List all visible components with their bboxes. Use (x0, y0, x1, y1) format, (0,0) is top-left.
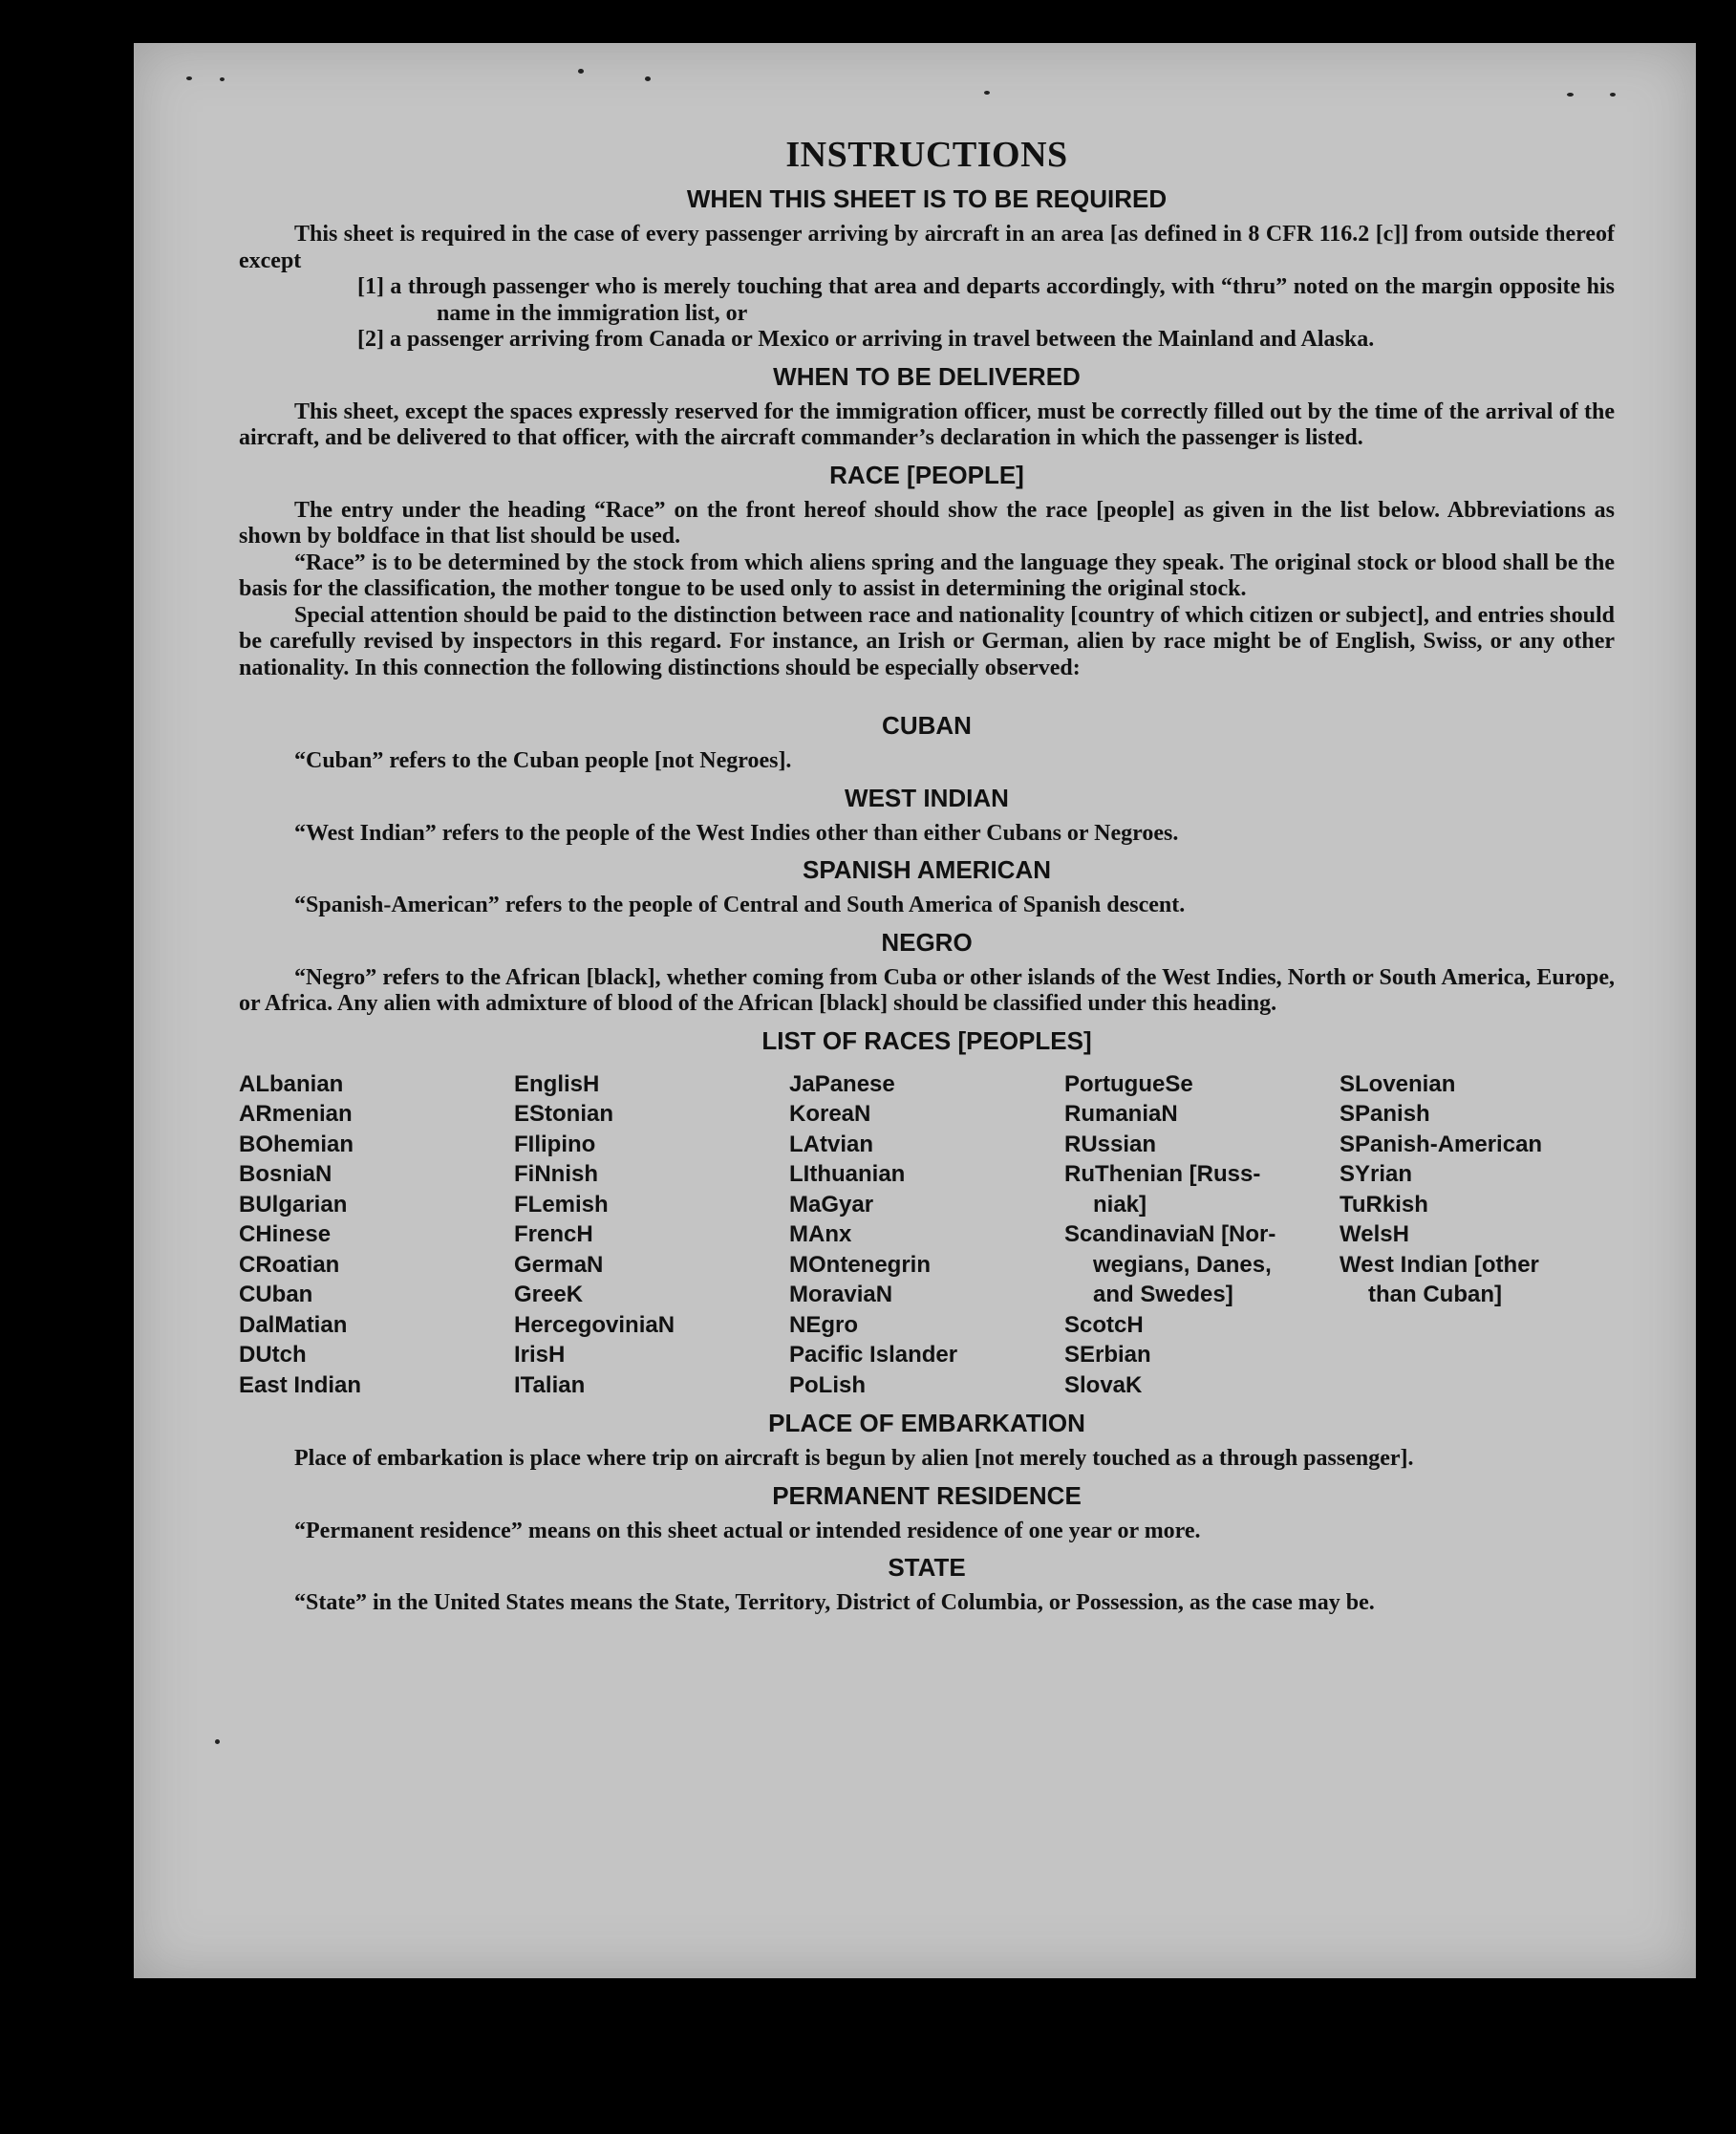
race-list-column (239, 1069, 514, 1401)
race-list-item: IrisH (514, 1342, 566, 1368)
heading-list-of-races: LIST OF RACES [PEOPLES] (761, 1025, 1092, 1055)
heading-cuban: CUBAN (882, 711, 972, 740)
race-list-item: EnglisH (514, 1070, 600, 1097)
west-indian-text: “West Indian” refers to the people of the West Indies other than either Cubans or Negroes. (294, 820, 1179, 846)
race-list-item: DalMatian (239, 1311, 348, 1338)
race-list-item: KoreaN (789, 1101, 871, 1127)
race-list-item: SYrian (1340, 1161, 1413, 1187)
race-list-item: TuRkish (1340, 1191, 1428, 1218)
sheet-content (239, 134, 1615, 1617)
race-list-item: FIlipino (514, 1131, 596, 1157)
race-list-item: RuThenian [Russ- (1064, 1161, 1261, 1187)
race-paragraph-2: “Race” is to be determined by the stock from which aliens spring and the language they speak. The original stock or blood shall be the basis for the classification, the mother tongue to be used only to assist in determining the original stock. (239, 550, 1615, 601)
race-list-column (789, 1069, 1064, 1401)
race-list-item: GreeK (514, 1282, 584, 1307)
embarkation-text: Place of embarkation is place where trip on aircraft is begun by alien [not merely touched as a through passenger]. (294, 1446, 1414, 1471)
race-list-item: wegians, Danes, (1093, 1251, 1272, 1278)
race-list-item: ALbanian (239, 1070, 344, 1097)
scan-speck (984, 91, 990, 95)
race-list-item: LAtvian (789, 1131, 874, 1157)
race-list-column (1340, 1069, 1615, 1401)
heading-when-required: WHEN THIS SHEET IS TO BE REQUIRED (686, 184, 1168, 213)
race-list-item: JaPanese (789, 1070, 895, 1097)
heading-state: STATE (888, 1553, 966, 1582)
race-paragraph-1: The entry under the heading “Race” on the front hereof should show the race [people] as given in the list below. Abbreviations as shown by boldface in that list should be used. (239, 497, 1615, 549)
race-list-item: SlovaK (1064, 1371, 1143, 1398)
race-list-item: Pacific Islander (789, 1342, 958, 1368)
heading-negro: NEGRO (881, 927, 973, 957)
state-text: “State” in the United States means the State, Territory, District of Columbia, or Possession, as the case may be. (294, 1590, 1375, 1615)
scan-speck (220, 77, 225, 81)
race-list-item: MoraviaN (789, 1282, 893, 1307)
heading-spanish-american: SPANISH AMERICAN (802, 855, 1051, 884)
race-list-item: MAnx (789, 1221, 852, 1247)
race-list-item: SPanish-American (1340, 1131, 1543, 1157)
race-list-item: MOntenegrin (789, 1251, 931, 1278)
race-paragraph-3: Special attention should be paid to the distinction between race and nationality [country of which citizen or subject], and entries should be carefully revised by inspectors in this regard. For instance, an Irish or German, alien by race might be of English, Swiss, or any other nationality. In this connection the following distinctions should be especially observed: (239, 602, 1615, 680)
race-list-item: East Indian (239, 1371, 362, 1398)
race-list-item: DUtch (239, 1342, 307, 1368)
race-list-item: HercegoviniaN (514, 1311, 675, 1338)
race-list-item: BosniaN (239, 1161, 332, 1187)
heading-permanent-residence: PERMANENT RESIDENCE (772, 1480, 1082, 1510)
race-list-item: GermaN (514, 1251, 604, 1278)
scan-speck (215, 1739, 220, 1744)
race-list-item: BOhemian (239, 1131, 354, 1157)
race-list-item: West Indian [other (1340, 1251, 1539, 1278)
race-list-item: ARmenian (239, 1101, 353, 1127)
race-list-item: EStonian (514, 1101, 614, 1127)
race-list-item: and Swedes] (1093, 1282, 1233, 1307)
race-list-item: BUlgarian (239, 1191, 348, 1218)
race-list-item: PoLish (789, 1371, 867, 1398)
race-list-item: ITalian (514, 1371, 586, 1398)
race-list-item: ScandinaviaN [Nor- (1064, 1221, 1276, 1247)
race-list-item: niak] (1093, 1191, 1147, 1218)
heading-when-delivered: WHEN TO BE DELIVERED (773, 361, 1081, 391)
race-list-column (1064, 1069, 1340, 1401)
scan-speck (1610, 93, 1616, 97)
scan-speck (186, 76, 192, 80)
race-list (239, 1069, 1615, 1401)
race-list-item: ScotcH (1064, 1311, 1144, 1338)
race-list-item: LIthuanian (789, 1161, 906, 1187)
required-item-2: [2] a passenger arriving from Canada or Mexico or arriving in travel between the Mainland and Alaska. (357, 327, 1375, 352)
scan-speck (645, 76, 651, 81)
page-title: INSTRUCTIONS (785, 135, 1068, 175)
scan-speck (1567, 93, 1574, 97)
race-list-item: CRoatian (239, 1251, 340, 1278)
race-list-item: FrencH (514, 1221, 593, 1247)
race-list-item: RUssian (1064, 1131, 1157, 1157)
instruction-sheet (134, 43, 1696, 1978)
race-list-item: CUban (239, 1282, 313, 1307)
race-list-item: FiNnish (514, 1161, 598, 1187)
cuban-text: “Cuban” refers to the Cuban people [not Negroes]. (294, 748, 792, 773)
residence-text: “Permanent residence” means on this sheet actual or intended residence of one year or more. (294, 1518, 1201, 1543)
race-list-item: SErbian (1064, 1342, 1151, 1368)
scan-speck (578, 69, 584, 74)
negro-text: “Negro” refers to the African [black], whether coming from Cuba or other islands of the West Indies, North or South America, Europe, or Africa. Any alien with admixture of blood of the African [black] should be classified under this heading. (239, 964, 1615, 1016)
required-intro: This sheet is required in the case of every passenger arriving by aircraft in an area [as defined in 8 CFR 116.2 [c]] from outside thereof except (239, 222, 1615, 273)
heading-race: RACE [PEOPLE] (829, 460, 1024, 489)
spanish-american-text: “Spanish-American” refers to the people of Central and South America of Spanish descent. (294, 893, 1186, 917)
race-list-item: FLemish (514, 1191, 609, 1218)
race-list-item: SPanish (1340, 1101, 1430, 1127)
delivered-text: This sheet, except the spaces expressly reserved for the immigration officer, must be correctly filled out by the time of the arrival of the aircraft, and be delivered to that officer, with the aircraft commander’s declaration in which the passenger is listed. (239, 399, 1615, 450)
race-list-item: MaGyar (789, 1191, 874, 1218)
heading-place-of-embarkation: PLACE OF EMBARKATION (768, 1409, 1085, 1437)
race-list-item: RumaniaN (1064, 1101, 1178, 1127)
race-list-item: NEgro (789, 1311, 858, 1338)
race-list-item: CHinese (239, 1221, 332, 1247)
required-item-1: [1] a through passenger who is merely touching that area and departs accordingly, with “thru” noted on the margin opposite his name in the immigration list, or (357, 274, 1615, 326)
race-list-column (514, 1069, 789, 1401)
heading-west-indian: WEST INDIAN (845, 783, 1009, 812)
race-list-item: PortugueSe (1064, 1070, 1193, 1097)
race-list-item: SLovenian (1340, 1070, 1456, 1097)
race-list-item: than Cuban] (1368, 1282, 1502, 1307)
race-list-item: WelsH (1340, 1221, 1409, 1247)
